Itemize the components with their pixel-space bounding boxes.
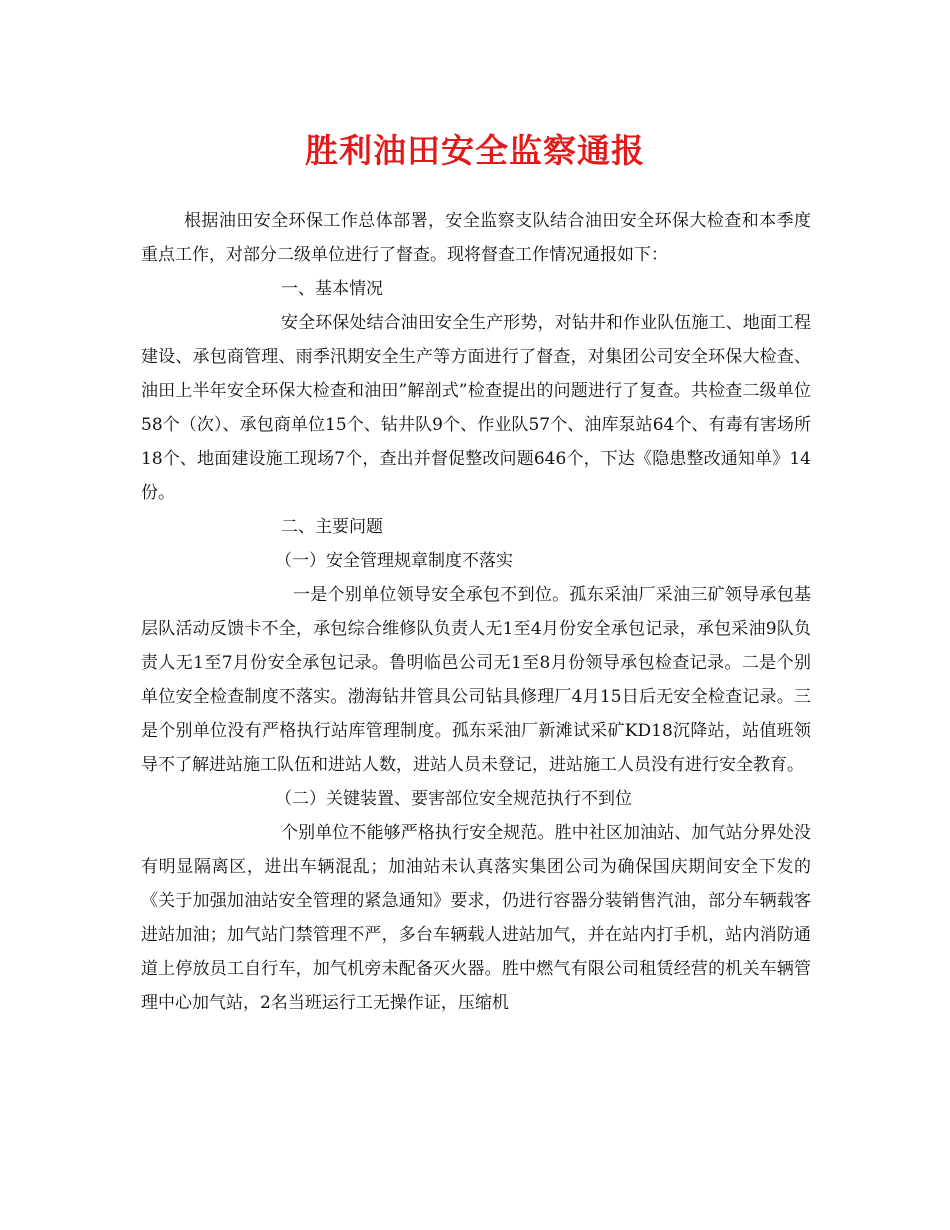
subsection-body-2: 个别单位不能够严格执行安全规范。胜中社区加油站、加气站分界处没有明显隔离区，进出车辆混乱；加油站未认真落实集团公司为确保国庆期间安全下发的《关于加强加油站安全管理的紧急通知》要求，仍进行容器分装销售汽油，部分车辆载客进站加油；加气站门禁管理不严，多台车辆载人进站加气，并在站内打手机，站内消防通道上停放员工自行车，加气机旁未配备灭火器。胜中燃气有限公司租赁经营的机关车辆管理中心加气站，2名当班运行工无操作证，压缩机 bbox=[141, 823, 811, 1013]
intro-paragraph: 根据油田安全环保工作总体部署，安全监察支队结合油田安全环保大检查和本季度重点工作，对部分二级单位进行了督查。现将督查工作情况通报如下： bbox=[141, 211, 811, 265]
subsection-heading-1: （一）安全管理规章制度不落实 bbox=[275, 551, 513, 571]
section-heading-problems: 二、主要问题 bbox=[281, 517, 383, 537]
document-body bbox=[141, 204, 811, 1020]
subsection-body-1: 一是个别单位领导安全承包不到位。孤东采油厂采油三矿领导承包基层队活动反馈卡不全，承包综合维修队负责人无1至4月份安全承包记录，承包采油9队负责人无1至7月份安全承包记录。鲁明临邑公司无1至8月份领导承包检查记录。二是个别单位安全检查制度不落实。渤海钻井管具公司钻具修理厂4月15日后无安全检查记录。三是个别单位没有严格执行站库管理制度。孤东采油厂新滩试采矿KD18沉降站，站值班领导不了解进站施工队伍和进站人数，进站人员未登记，进站施工人员没有进行安全教育。 bbox=[141, 585, 811, 775]
document-title: 胜利油田安全监察通报 bbox=[305, 131, 645, 170]
subsection-heading-2: （二）关键装置、要害部位安全规范执行不到位 bbox=[275, 789, 632, 809]
section-heading-basic: 一、基本情况 bbox=[281, 279, 383, 299]
section-body-basic: 安全环保处结合油田安全生产形势，对钻井和作业队伍施工、地面工程建设、承包商管理、雨季汛期安全生产等方面进行了督查，对集团公司安全环保大检查、油田上半年安全环保大检查和油田”解剖式”检查提出的问题进行了复查。共检查二级单位58个（次）、承包商单位15个、钻井队9个、作业队57个、油库泵站64个、有毒有害场所18个、地面建设施工现场7个，查出并督促整改问题646个，下达《隐患整改通知单》14份。 bbox=[141, 313, 811, 503]
